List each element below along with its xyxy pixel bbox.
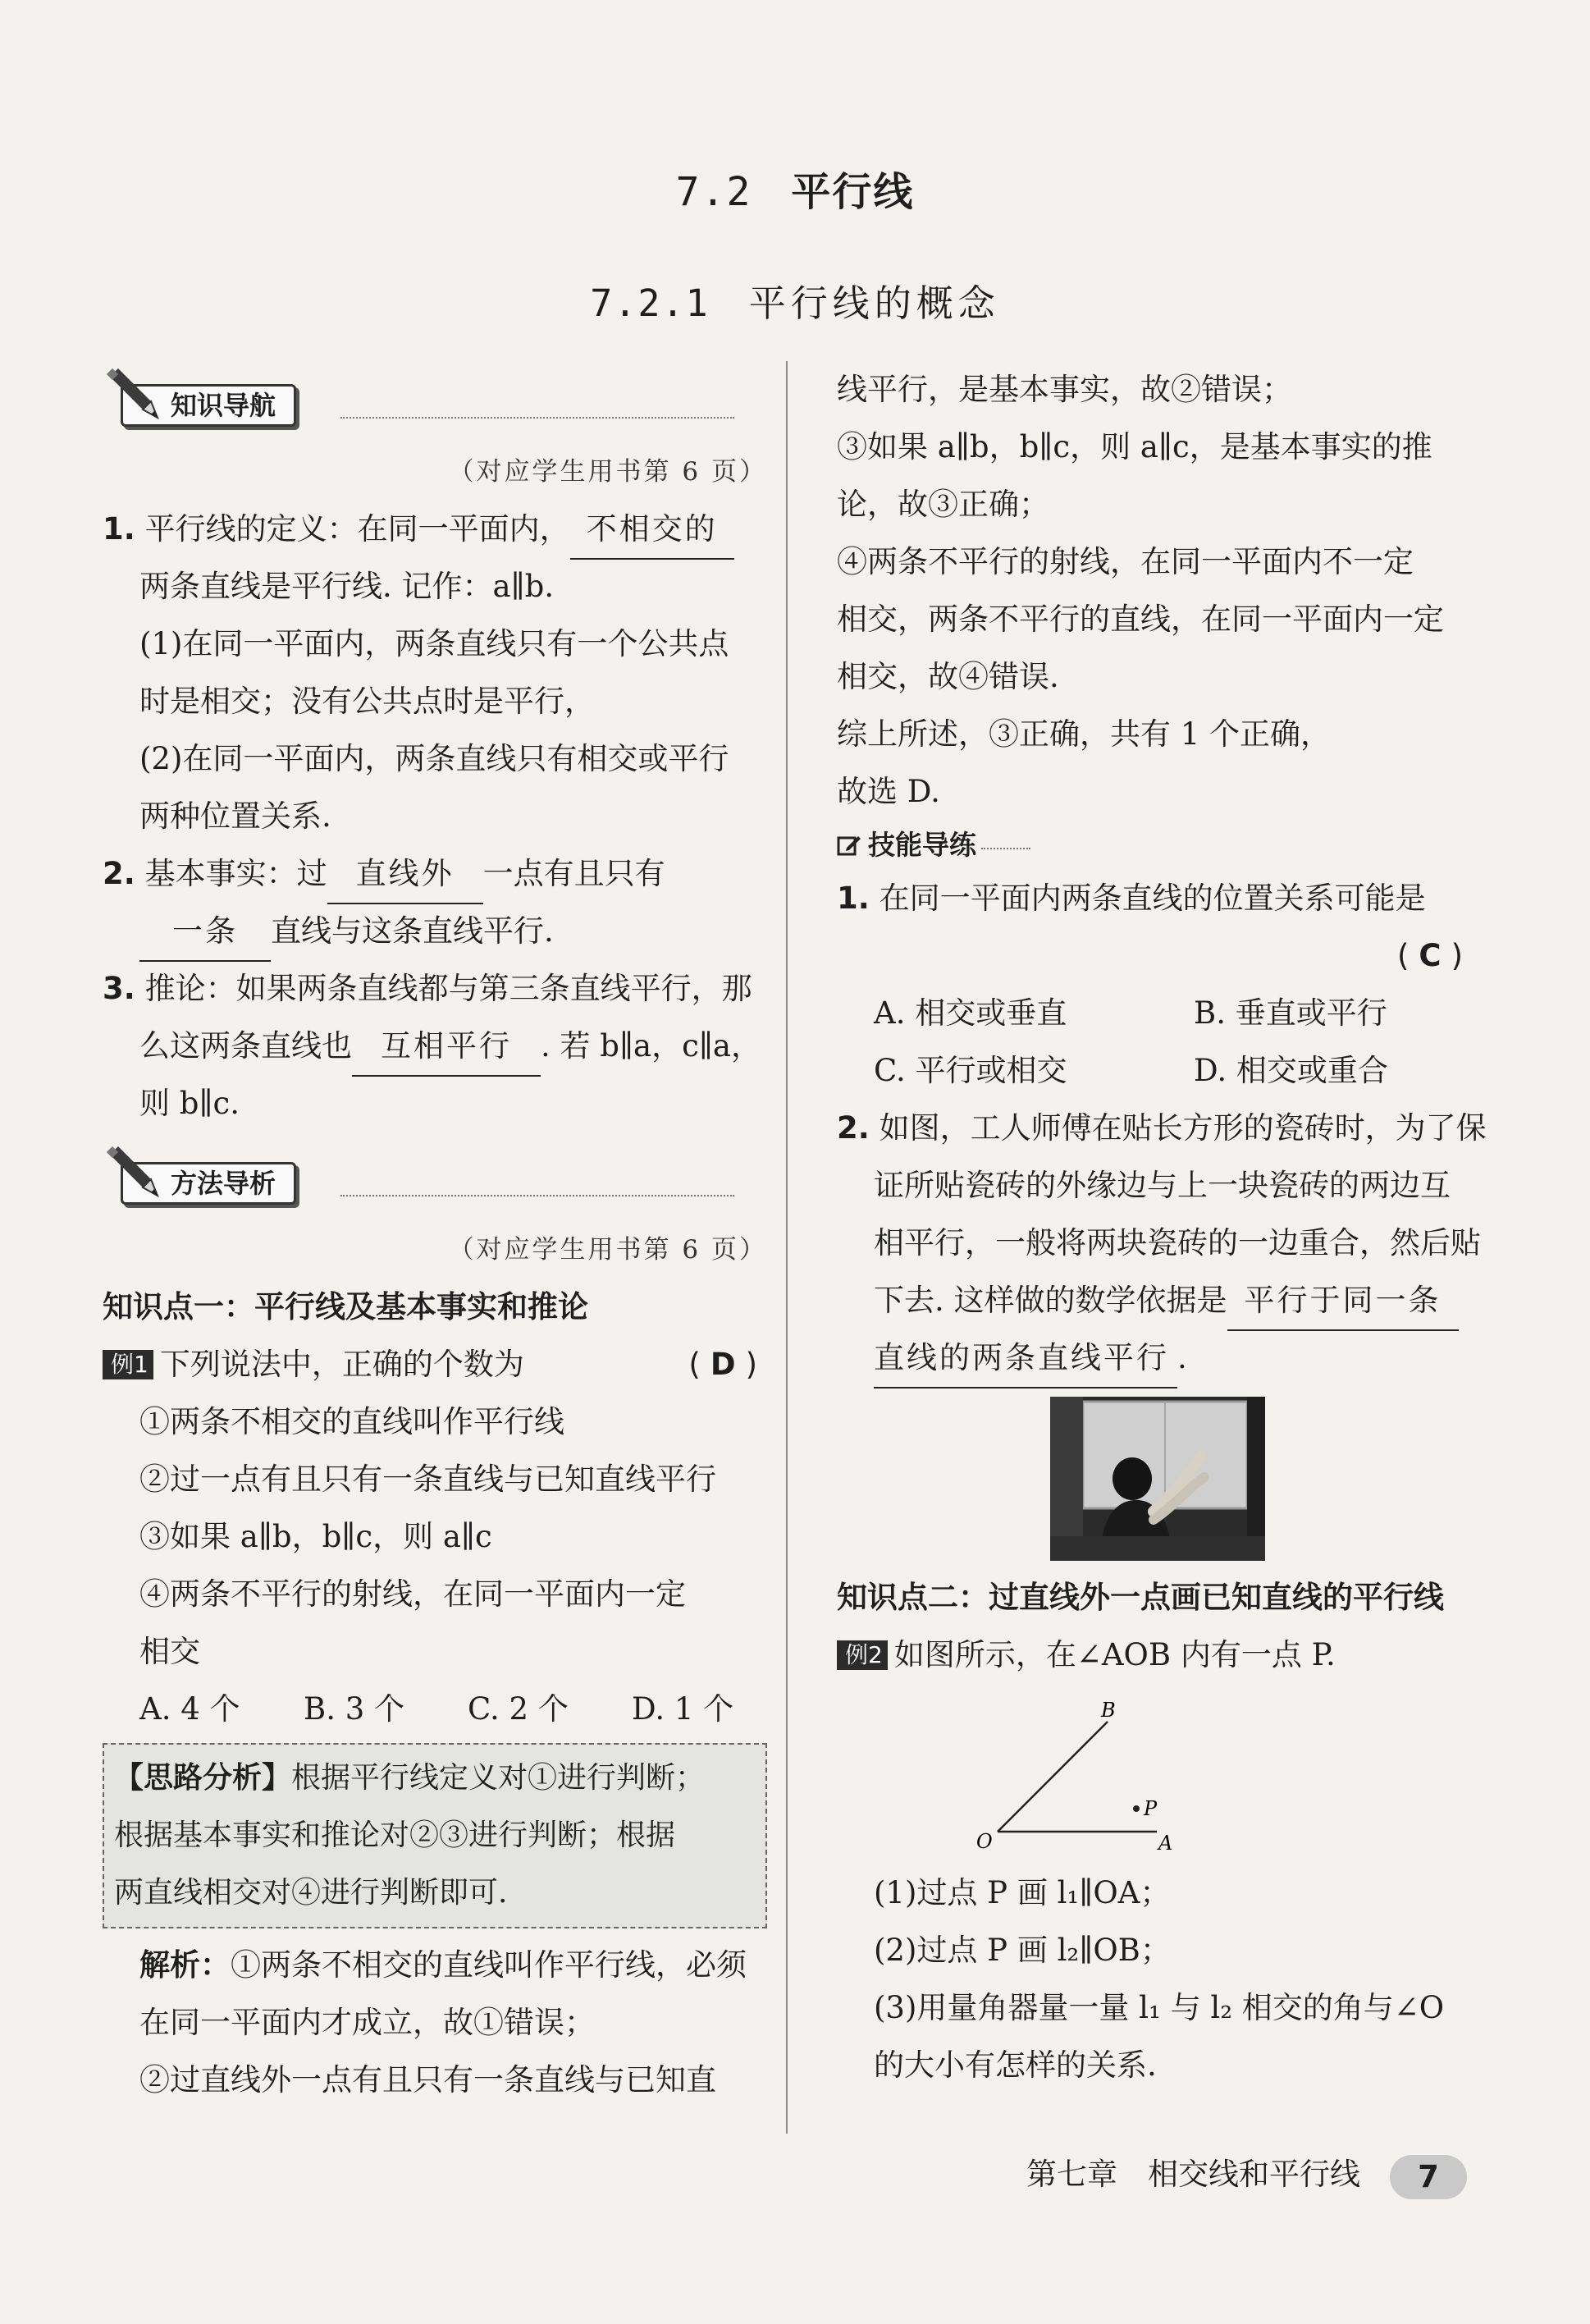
knowledge-nav-ref: （对应学生用书第 6 页） bbox=[448, 457, 767, 487]
option-b: B. 3 个 bbox=[304, 1691, 405, 1727]
tiling-worker-photo bbox=[1050, 1397, 1265, 1561]
worker-photo-image bbox=[1050, 1397, 1265, 1561]
example1-answer-value: D bbox=[710, 1347, 746, 1382]
knowledge-point-1: 知识点一：平行线及基本事实和推论 bbox=[103, 1289, 588, 1324]
example2-question bbox=[837, 1626, 1473, 1684]
solution-line8: 相交，两条不平行的直线，在同一平面内一定 bbox=[837, 602, 1444, 637]
page-number: 7 bbox=[1390, 2155, 1467, 2199]
q2-line2: 证所贴瓷砖的外缘边与上一块瓷砖的两边互 bbox=[874, 1168, 1451, 1203]
q1-answer: (C) bbox=[1396, 938, 1473, 973]
q1-option-c: C. 平行或相交 bbox=[874, 1053, 1067, 1088]
q1-answer-line bbox=[837, 927, 1473, 985]
item1-text: 平行线的定义：在同一平面内， bbox=[144, 511, 570, 547]
chapter-title: 第七章 相交线和平行线 bbox=[1026, 2157, 1360, 2192]
pencil-icon bbox=[103, 1143, 161, 1201]
solution-line1 bbox=[103, 1937, 767, 1994]
q1-line1 bbox=[837, 870, 1473, 927]
analysis-line2: 根据基本事实和推论对②③进行判断；根据 bbox=[114, 1818, 676, 1852]
section-number: 7.2 bbox=[675, 169, 752, 215]
solution-line7: ④两条不平行的射线，在同一平面内不一定 bbox=[837, 544, 1414, 579]
knowledge-nav-tag bbox=[121, 384, 296, 427]
section-title: 平行线 bbox=[791, 169, 915, 215]
method-nav-ref: （对应学生用书第 6 页） bbox=[448, 1235, 767, 1265]
example1-tag: 例1 bbox=[103, 1350, 153, 1379]
example1-s4b: 相交 bbox=[139, 1634, 200, 1669]
skills-header bbox=[837, 821, 1473, 870]
item2-blank1: 直线外 bbox=[327, 845, 483, 904]
solution-line9: 相交，故④错误. bbox=[837, 659, 1059, 694]
q2-text4: 下去. 这样做的数学依据是 bbox=[874, 1283, 1227, 1318]
example2-p4: 的大小有怎样的关系. bbox=[874, 2047, 1157, 2083]
option-d: D. 1 个 bbox=[632, 1691, 734, 1727]
item1-line4: 时是相交；没有公共点时是平行， bbox=[139, 684, 595, 719]
item1-line6: 两种位置关系. bbox=[139, 798, 331, 834]
solution-line10: 综上所述，③正确，共有 1 个正确， bbox=[837, 716, 1332, 752]
method-nav-rule bbox=[340, 1195, 734, 1196]
solution-line11: 故选 D. bbox=[837, 774, 940, 809]
item1-number: 1. bbox=[103, 511, 135, 547]
example1-answer: (D) bbox=[688, 1347, 767, 1382]
analysis-title: 【思路分析】 bbox=[114, 1761, 292, 1795]
solution-line5: ③如果 a∥b，b∥c，则 a∥c，是基本事实的推 bbox=[837, 429, 1432, 464]
item3-line2 bbox=[103, 1018, 767, 1075]
analysis-line1 bbox=[114, 1750, 756, 1807]
q2-line4 bbox=[837, 1272, 1473, 1329]
q1-text: 在同一平面内两条直线的位置关系可能是 bbox=[879, 881, 1426, 916]
option-c: C. 2 个 bbox=[468, 1691, 569, 1727]
example1-options bbox=[103, 1681, 767, 1738]
q1-option-d: D. 相交或重合 bbox=[1194, 1053, 1388, 1088]
angle-aob-diagram bbox=[968, 1692, 1473, 1860]
item1-blank: 不相交的 bbox=[570, 501, 734, 560]
option-a: A. 4 个 bbox=[139, 1691, 240, 1727]
q1-options-row1 bbox=[837, 985, 1473, 1042]
item2-mid: 一点有且只有 bbox=[482, 856, 665, 891]
q2-number: 2. bbox=[837, 1110, 870, 1146]
column-divider bbox=[786, 361, 788, 2134]
item1-line2: 两条直线是平行线. 记作：a∥b. bbox=[139, 569, 555, 604]
knowledge-nav-header bbox=[103, 361, 767, 437]
example1-text: 下列说法中，正确的个数为 bbox=[159, 1347, 524, 1382]
point-p bbox=[1133, 1805, 1140, 1812]
page-footer bbox=[1026, 2150, 1467, 2199]
subsection-heading bbox=[0, 273, 1590, 327]
example1-s3: ③如果 a∥b，b∥c，则 a∥c bbox=[139, 1519, 492, 1554]
q1-option-b: B. 垂直或平行 bbox=[1194, 995, 1387, 1031]
item1-line1 bbox=[103, 501, 767, 558]
knowledge-nav-rule bbox=[340, 417, 734, 419]
knowledge-point-2: 知识点二：过直线外一点画已知直线的平行线 bbox=[837, 1580, 1444, 1615]
knowledge-nav-label: 知识导航 bbox=[171, 390, 276, 421]
ray-ob bbox=[998, 1722, 1108, 1832]
pencil-icon bbox=[103, 365, 161, 423]
solution-line6: 论，故③正确； bbox=[837, 487, 1049, 522]
item2-pre: 基本事实：过 bbox=[144, 856, 327, 891]
example2-tag: 例2 bbox=[837, 1640, 888, 1670]
subsection-title: 平行线的概念 bbox=[748, 281, 1000, 325]
method-nav-label: 方法导析 bbox=[171, 1168, 276, 1199]
item1-line3: (1)在同一平面内，两条直线只有一个公共点 bbox=[139, 626, 729, 661]
subsection-number: 7.2.1 bbox=[590, 281, 710, 325]
solution-title: 解析： bbox=[139, 1947, 231, 1983]
q2-line3: 相平行，一般将两块瓷砖的一边重合，然后贴 bbox=[874, 1225, 1481, 1260]
right-column bbox=[837, 361, 1487, 2094]
method-nav-tag bbox=[121, 1162, 296, 1205]
q2-line1 bbox=[837, 1100, 1487, 1157]
q1-answer-value: C bbox=[1419, 938, 1451, 973]
q1-option-a: A. 相交或垂直 bbox=[874, 995, 1067, 1031]
item3-pre: 么这两条直线也 bbox=[139, 1028, 352, 1064]
item3-line1 bbox=[103, 960, 767, 1018]
angle-diagram-svg bbox=[968, 1692, 1214, 1856]
q2-post: . bbox=[1177, 1340, 1187, 1375]
label-p: P bbox=[1144, 1797, 1158, 1820]
skills-rule bbox=[981, 848, 1030, 849]
example1-question bbox=[103, 1336, 767, 1393]
example2-p3: (3)用量角器量一量 l₁ 与 l₂ 相交的角与∠O bbox=[874, 1990, 1445, 2025]
q2-line5 bbox=[837, 1329, 1473, 1387]
solution-line3: ②过直线外一点有且只有一条直线与已知直 bbox=[139, 2062, 716, 2098]
solution-line2: 在同一平面内才成立，故①错误； bbox=[139, 2005, 595, 2040]
item3-text: 推论：如果两条直线都与第三条直线平行，那 bbox=[144, 971, 752, 1006]
skills-label: 技能导练 bbox=[868, 829, 976, 861]
example1-s2: ②过一点有且只有一条直线与已知直线平行 bbox=[139, 1462, 716, 1497]
item2-line2 bbox=[103, 903, 767, 960]
analysis-line3: 两直线相交对④进行判断即可. bbox=[114, 1876, 508, 1910]
item2-number: 2. bbox=[103, 856, 135, 891]
q1-options-row2 bbox=[837, 1042, 1473, 1100]
item2-line1 bbox=[103, 845, 767, 903]
label-a: A bbox=[1158, 1832, 1173, 1855]
left-column bbox=[103, 361, 767, 2109]
example2-p1: (1)过点 P 画 l₁∥OA； bbox=[874, 1875, 1171, 1910]
item2-blank2: 一条 bbox=[139, 903, 271, 962]
item3-blank: 互相平行 bbox=[352, 1018, 541, 1077]
item3-post: . 若 b∥a，c∥a， bbox=[541, 1028, 761, 1064]
label-b: B bbox=[1101, 1699, 1116, 1722]
q1-number: 1. bbox=[837, 881, 870, 916]
method-nav-header bbox=[103, 1139, 767, 1215]
item3-line3: 则 b∥c. bbox=[139, 1086, 240, 1121]
analysis-text1: 根据平行线定义对①进行判断； bbox=[291, 1761, 706, 1795]
item1-line5: (2)在同一平面内，两条直线只有相交或平行 bbox=[139, 741, 729, 776]
q2-blank2: 直线的两条直线平行 bbox=[874, 1329, 1177, 1388]
section-heading bbox=[0, 160, 1590, 217]
example1-s1: ①两条不相交的直线叫作平行线 bbox=[139, 1404, 564, 1439]
q2-text1: 如图，工人师傅在贴长方形的瓷砖时，为了保 bbox=[879, 1110, 1487, 1146]
edit-icon bbox=[837, 833, 861, 858]
example1-s4a: ④两条不平行的射线，在同一平面内一定 bbox=[139, 1576, 686, 1612]
example2-text: 如图所示，在∠AOB 内有一点 P. bbox=[893, 1637, 1336, 1672]
q2-blank1: 平行于同一条 bbox=[1227, 1272, 1459, 1331]
label-o: O bbox=[976, 1830, 993, 1853]
solution-line4: 线平行，是基本事实，故②错误； bbox=[837, 372, 1292, 407]
item3-number: 3. bbox=[103, 971, 135, 1006]
solution-text1: ①两条不相交的直线叫作平行线，必须 bbox=[231, 1947, 747, 1983]
item2-post: 直线与这条直线平行. bbox=[271, 913, 554, 949]
example2-p2: (2)过点 P 画 l₂∥OB； bbox=[874, 1933, 1171, 1968]
analysis-box bbox=[103, 1743, 767, 1928]
